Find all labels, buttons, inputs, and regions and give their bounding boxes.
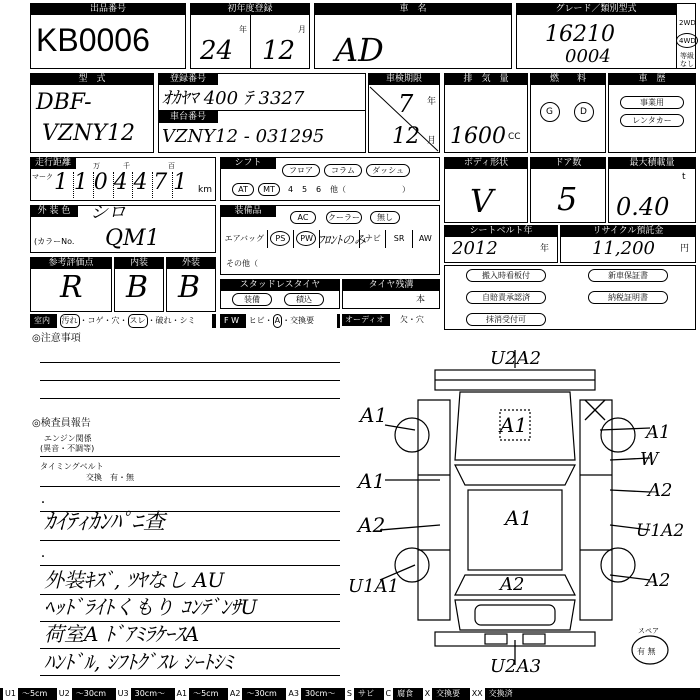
spare-value: 有 無 bbox=[637, 647, 656, 656]
equip-handwritten: ﾌﾛﾝﾄのみ bbox=[318, 233, 367, 247]
history-box bbox=[608, 73, 696, 153]
mileage-digit: 7 bbox=[153, 172, 173, 198]
exterior-header: 外装 bbox=[166, 257, 216, 269]
legend-desc: サビ bbox=[357, 689, 374, 698]
audio-hole: 穴 bbox=[415, 315, 424, 324]
drive-2wd: 2WD bbox=[679, 19, 696, 27]
equip-ps-circle bbox=[270, 231, 290, 246]
damage-l-quarter: U1A1 bbox=[348, 576, 400, 597]
legend-code: S bbox=[346, 689, 352, 698]
equip-sr: SR bbox=[386, 230, 412, 248]
chassis-header: 車台番号 bbox=[158, 111, 218, 123]
inspector-line bbox=[40, 565, 340, 566]
mileage-unit-man: 万 bbox=[93, 162, 100, 170]
inspector-line bbox=[40, 675, 340, 676]
interior-bar-items: 汚れ ・コゲ・穴・ スレ ・破れ・シミ bbox=[57, 314, 212, 328]
damage-rf-fender: A1 bbox=[646, 422, 671, 443]
displacement-value: 1600 bbox=[450, 124, 506, 149]
history-rental: レンタカー bbox=[620, 114, 684, 127]
doc-insurance: 自賠責承認済 bbox=[466, 291, 546, 304]
model-prefix: DBF- bbox=[36, 90, 92, 115]
stud-loaded: 積込 bbox=[284, 293, 324, 306]
lot-number: KB0006 bbox=[36, 22, 150, 58]
grade-header: グレード／類別型式 bbox=[516, 3, 676, 15]
reg-number: ｵｶﾔﾏ 400 ﾃ 3327 bbox=[162, 88, 305, 109]
interior-bar-label: 室内 bbox=[34, 316, 50, 325]
inspector-note-5: ﾊﾝﾄﾞﾙ, ｼﾌﾄｸﾞｽﾚ ｼｰﾄｼﾐ bbox=[44, 650, 234, 674]
lot-header: 出品番号 bbox=[30, 3, 186, 15]
inspector-note-4: 荷室A ﾄﾞｱﾐﾗｹｰｽA bbox=[44, 622, 200, 646]
load-header: 最大積載量 bbox=[608, 157, 696, 169]
inspector-note-3: ﾍｯﾄﾞﾗｲﾄくもり ｺﾝﾃﾞﾝｻU bbox=[44, 595, 258, 619]
shift-speed-5: 5 bbox=[302, 185, 308, 194]
color-header: 外 装 色 bbox=[30, 205, 78, 217]
legend-desc: ～30cm bbox=[246, 689, 277, 698]
equip-pw: PW bbox=[294, 230, 320, 248]
legend-code: A2 bbox=[229, 689, 241, 698]
damage-roof: A1 bbox=[505, 506, 533, 530]
legend-desc: ～5cm bbox=[21, 689, 48, 698]
equip-none: 無し bbox=[370, 211, 400, 224]
legend-code: C bbox=[385, 689, 392, 698]
damage-r-rear: U1A2 bbox=[636, 521, 685, 541]
legend-code: U3 bbox=[117, 689, 129, 698]
shift-other: 他（ bbox=[330, 185, 346, 194]
engine-label: エンジン関係 bbox=[44, 434, 92, 443]
fw-a: A bbox=[273, 314, 282, 328]
seatbelt-header: シートベルト年 bbox=[444, 225, 558, 237]
bullet: ・ bbox=[38, 498, 48, 509]
interior-value: B bbox=[126, 270, 149, 305]
shift-floor: フロア bbox=[282, 164, 320, 177]
damage-rear-center: A2 bbox=[500, 574, 525, 595]
equipment-header: 装備品 bbox=[220, 205, 276, 217]
damage-l-rear: A2 bbox=[358, 513, 386, 537]
damage-hood: A1 bbox=[500, 413, 528, 437]
recycle-header: リサイクル預託金 bbox=[560, 225, 696, 237]
legend-bar bbox=[0, 688, 700, 700]
timing-value: 交換 有・無 bbox=[86, 473, 134, 482]
mileage-digit: 1 bbox=[173, 170, 188, 195]
doc-tax: 納税証明書 bbox=[588, 291, 668, 304]
drive-4wd: 4WD bbox=[679, 37, 696, 45]
doc-cancel: 抹消受付可 bbox=[466, 313, 546, 326]
mileage-digit: 4 bbox=[114, 172, 134, 198]
interior-tear: 破れ bbox=[155, 316, 172, 325]
mileage-digit: 1 bbox=[74, 172, 94, 198]
tire-unit: 本 bbox=[416, 295, 426, 305]
reg-header: 登録番号 bbox=[158, 73, 218, 85]
history-header: 車 歴 bbox=[608, 73, 696, 85]
legend-desc: 腐食 bbox=[397, 689, 414, 698]
inspection-header: 車検期限 bbox=[368, 73, 440, 85]
shift-at: AT bbox=[232, 183, 254, 196]
mileage-unit-hyaku: 百 bbox=[168, 162, 175, 170]
inspection-year-unit: 年 bbox=[427, 97, 437, 107]
interior-header: 内装 bbox=[114, 257, 164, 269]
damage-r-quarter: A2 bbox=[646, 570, 671, 591]
interior-bar bbox=[30, 314, 216, 328]
inspector-line bbox=[40, 486, 340, 487]
interior-wear: スレ bbox=[128, 314, 148, 328]
audio-missing: 欠 bbox=[399, 315, 408, 324]
mileage-unit-sen: 千 bbox=[123, 162, 130, 170]
inspector-line bbox=[40, 540, 340, 541]
fuel-header: 燃 料 bbox=[530, 73, 606, 85]
notes-title: ◎注意事項 bbox=[32, 333, 81, 344]
shift-other-end: ） bbox=[402, 185, 410, 194]
bullet: ・ bbox=[38, 552, 48, 563]
model-header: 型 式 bbox=[30, 73, 154, 85]
inspector-line bbox=[40, 648, 340, 649]
score-value: R bbox=[60, 270, 83, 305]
first-reg-year-unit: 年 bbox=[239, 25, 247, 34]
seatbelt-value: 2012 bbox=[452, 238, 498, 259]
mileage-digits bbox=[54, 172, 192, 198]
doors-value: 5 bbox=[557, 180, 578, 218]
legend-code: A1 bbox=[176, 689, 188, 698]
shift-speed-4: 4 bbox=[288, 185, 294, 194]
fw-crack: ヒビ bbox=[248, 316, 265, 325]
grade-value-1: 16210 bbox=[545, 22, 615, 47]
notes-line bbox=[40, 362, 340, 363]
fw-bar: F W ヒビ・ A ・交換要 bbox=[220, 314, 340, 328]
timing-label: タイミングベルト bbox=[40, 462, 104, 471]
legend-code: XX bbox=[471, 689, 483, 698]
body-type-value: V bbox=[470, 182, 494, 220]
first-reg-month: 12 bbox=[262, 36, 296, 66]
legend-code: U2 bbox=[58, 689, 70, 698]
shift-header: シフト bbox=[220, 157, 276, 169]
mileage-header: 走行距離 bbox=[30, 157, 76, 169]
equip-pw-circle bbox=[296, 231, 316, 246]
seatbelt-unit: 年 bbox=[540, 244, 550, 254]
legend-desc: 交換済 bbox=[488, 689, 513, 698]
load-value: 0.40 bbox=[616, 193, 670, 221]
legend-desc: 交換要 bbox=[436, 689, 461, 698]
equip-airbag: エアバッグ bbox=[222, 230, 268, 248]
doors-header: ドア数 bbox=[530, 157, 606, 169]
damage-lf-fender: A1 bbox=[360, 403, 388, 427]
inspection-year: 7 bbox=[398, 90, 414, 118]
damage-l-door: A1 bbox=[358, 469, 386, 493]
exterior-value: B bbox=[178, 270, 201, 305]
fw-label: F W bbox=[224, 316, 240, 325]
mileage-mark: マーク bbox=[32, 173, 53, 181]
shift-speed-6: 6 bbox=[316, 185, 322, 194]
legend-desc: ～5cm bbox=[193, 689, 219, 698]
engine-sub: (異音・不調等) bbox=[40, 444, 95, 453]
inspection-month: 12 bbox=[392, 124, 420, 149]
inspector-note-1: ｶｲﾃｨｶﾝﾊﾟﾆ查 bbox=[44, 510, 166, 535]
car-name: AD bbox=[335, 31, 384, 69]
score-header: 参考評価点 bbox=[30, 257, 112, 269]
fuel-d: D bbox=[580, 107, 587, 117]
doc-signboard: 搬入時看板付 bbox=[466, 269, 546, 282]
fw-replace: 交換要 bbox=[290, 316, 315, 325]
first-reg-header: 初年度登録 bbox=[190, 3, 310, 15]
color-code-label: (カラーNo. bbox=[34, 237, 75, 246]
equip-aw: AW bbox=[418, 234, 432, 243]
first-reg-year: 24 bbox=[200, 36, 234, 66]
car-name-header: 車 名 bbox=[314, 3, 512, 15]
legend-code: A3 bbox=[288, 689, 299, 698]
color-code: QM1 bbox=[105, 226, 160, 251]
chassis-number: VZNY12 - 031295 bbox=[162, 126, 325, 147]
equip-navi: ナビ bbox=[360, 230, 386, 248]
stud-equipped: 装備 bbox=[232, 293, 272, 306]
inspection-month-unit: 月 bbox=[427, 136, 437, 146]
legend-code: U1 bbox=[5, 689, 16, 698]
color-value: シロ bbox=[90, 202, 126, 223]
model-code: VZNY12 bbox=[42, 121, 135, 146]
inspector-note-2: 外装ｷｽﾞ, ﾂﾔなし AU bbox=[44, 568, 225, 592]
inspector-line bbox=[40, 456, 340, 457]
first-reg-month-unit: 月 bbox=[298, 25, 306, 34]
equip-other: その他（ bbox=[226, 259, 258, 268]
load-unit: t bbox=[682, 172, 686, 182]
inspector-title: ◎検査員報告 bbox=[32, 418, 91, 429]
mileage-digit: 0 bbox=[94, 172, 114, 198]
doc-warranty: 新車保証書 bbox=[588, 269, 668, 282]
mileage-digit: 4 bbox=[133, 172, 153, 198]
mileage-digit: 1 bbox=[54, 172, 74, 198]
displacement-header: 排 気 量 bbox=[444, 73, 528, 85]
fuel-g: G bbox=[546, 107, 553, 117]
shift-dash: ダッシュ bbox=[366, 164, 410, 177]
body-type-header: ボディ形状 bbox=[444, 157, 528, 169]
tire-header: タイヤ残溝 bbox=[342, 279, 440, 291]
damage-r-door: A2 bbox=[648, 480, 673, 501]
shift-column: コラム bbox=[324, 164, 362, 177]
damage-front: U2A2 bbox=[490, 348, 542, 369]
shift-mt: MT bbox=[258, 183, 280, 196]
legend-desc: 30cm～ bbox=[134, 689, 165, 698]
equip-ac: AC bbox=[290, 211, 316, 224]
audio-label: オーディオ bbox=[345, 315, 385, 324]
displacement-unit: CC bbox=[508, 132, 521, 142]
spare-label: スペア bbox=[638, 627, 659, 635]
mileage-km: km bbox=[198, 185, 212, 195]
audio-bar: オーディオ 欠・穴 bbox=[342, 314, 440, 326]
drive-4wd-circle bbox=[676, 33, 698, 48]
damage-rear: U2A3 bbox=[490, 656, 542, 677]
interior-dirt: 汚れ bbox=[60, 314, 80, 328]
interior-stain: シミ bbox=[179, 316, 196, 325]
equip-ps: PS bbox=[268, 230, 294, 248]
legend-desc: ～30cm bbox=[75, 689, 107, 698]
notes-line bbox=[40, 380, 340, 381]
history-business: 事業用 bbox=[620, 96, 684, 109]
damage-rw: W bbox=[640, 449, 659, 470]
equip-cooler: クーラー bbox=[328, 213, 360, 222]
car-diagram bbox=[340, 340, 696, 686]
notes-line bbox=[40, 398, 340, 399]
recycle-unit: 円 bbox=[680, 244, 690, 254]
legend-code: X bbox=[424, 689, 431, 698]
interior-hole: 穴 bbox=[111, 316, 120, 325]
legend-desc: 30cm～ bbox=[304, 689, 336, 698]
grade-value-2: 0004 bbox=[565, 46, 611, 67]
recycle-value: 11,200 bbox=[592, 238, 655, 259]
stud-header: スタッドレスタイヤ bbox=[220, 279, 340, 291]
interior-burn: コゲ bbox=[87, 316, 104, 325]
drive-none: 等級なし bbox=[680, 52, 694, 68]
